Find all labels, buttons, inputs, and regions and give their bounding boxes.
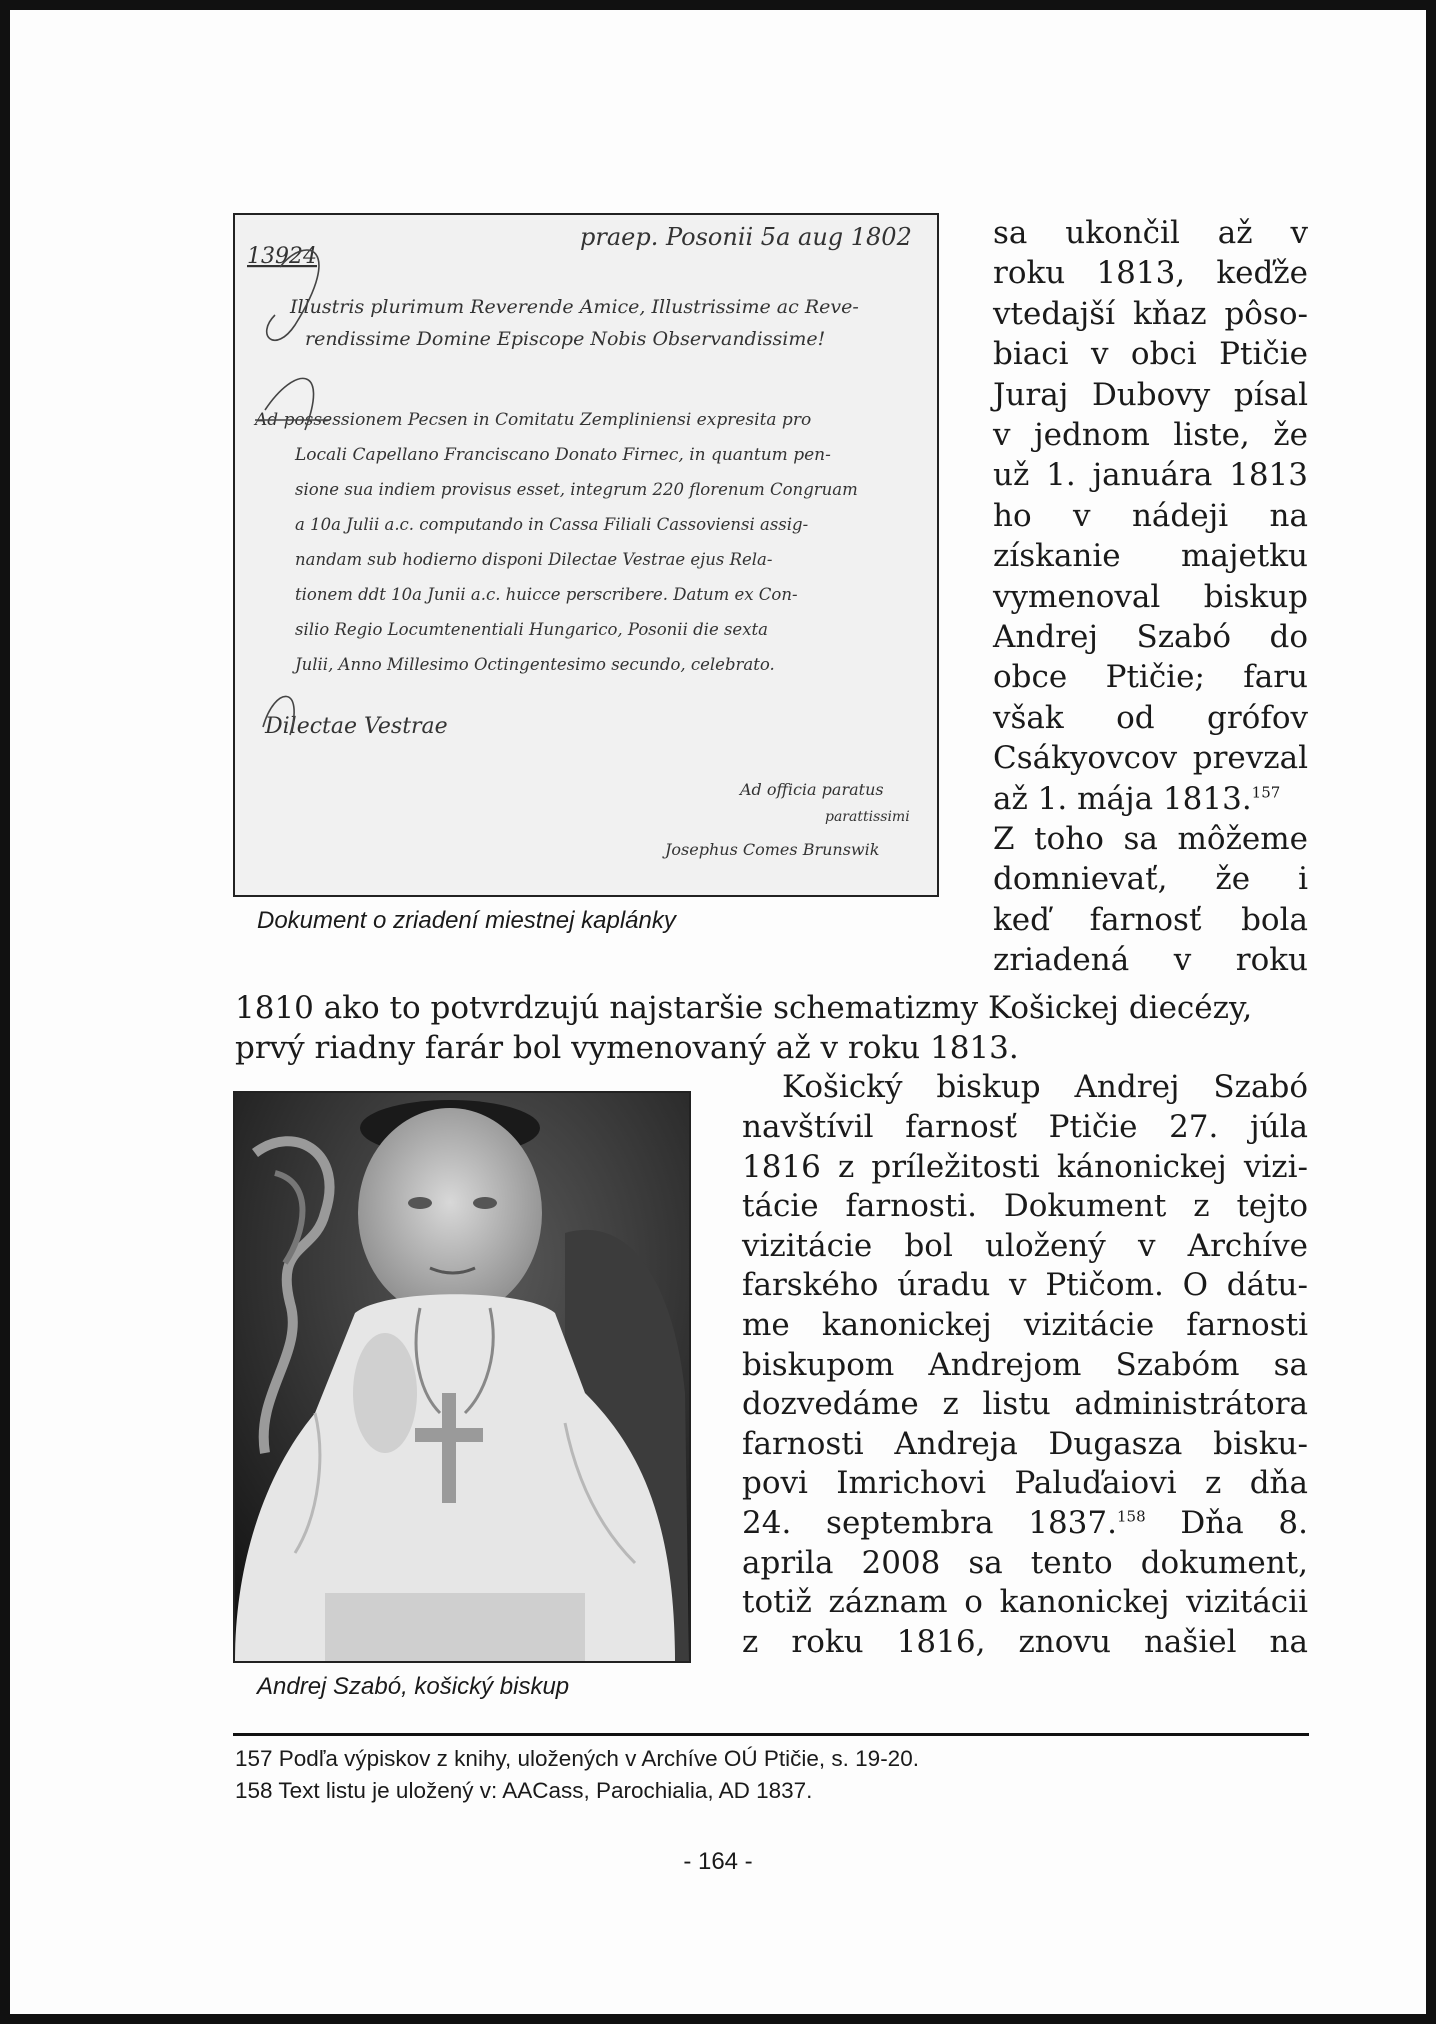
text-line: Juraj Dubovy písal	[993, 377, 1308, 413]
footnote: 158 Text listu je uložený v: AACass, Parochialia, AD 1837.	[235, 1778, 813, 1803]
ms-line: 13924	[247, 244, 317, 269]
text-line-with-ref	[742, 1504, 1308, 1544]
text-line: domnievať, že i	[993, 861, 1308, 897]
text-line: biaci v obci Ptičie	[993, 336, 1308, 372]
text-line: prvý riadny farár bol vymenovaný až v roku 1813.	[235, 1030, 1019, 1066]
text-line: sa ukončil až v	[993, 215, 1308, 251]
text-line: 1816 z príležitosti kánonickej vizi-	[742, 1149, 1308, 1185]
footnote: 157 Podľa výpiskov z knihy, uložených v Archíve OÚ Ptičie, s. 19-20.	[235, 1746, 919, 1771]
ms-line: Illustris plurimum Reverende Amice, Illustrissime ac Reve-	[290, 296, 859, 318]
text-line: navštívil farnosť Ptičie 27. júla	[742, 1109, 1308, 1145]
footnote-ref: 157	[1251, 783, 1281, 802]
text-line: Andrej Szabó do	[993, 619, 1308, 655]
ms-line: parattissimi	[825, 809, 910, 825]
text-line: Košický biskup Andrej Szabó	[782, 1069, 1308, 1105]
portrait-image	[235, 1093, 689, 1661]
text-line: až 1. mája 1813.	[993, 781, 1252, 817]
footnote-divider	[233, 1733, 1309, 1736]
text-line: farnosti Andreja Dugasza bisku-	[742, 1426, 1308, 1462]
portrait-figure	[233, 1091, 691, 1663]
text-line: povi Imrichovi Paluďaiovi z dňa	[742, 1465, 1308, 1501]
text-line: aprila 2008 sa tento dokument,	[742, 1545, 1308, 1581]
text-line: vizitácie bol uložený v Archíve	[742, 1228, 1308, 1264]
figure2-caption: Andrej Szabó, košický biskup	[257, 1673, 570, 1700]
text-line: vtedajší kňaz pôso-	[993, 296, 1308, 332]
text-line: v jednom liste, že	[993, 417, 1308, 453]
text-line: obce Ptičie; faru	[993, 659, 1308, 695]
text-line: vymenoval biskup	[993, 579, 1308, 615]
ms-line: tionem ddt 10a Junii a.c. huicce perscribere. Datum ex Con-	[295, 585, 798, 604]
text-line: totiž záznam o kanonickej vizitácii	[742, 1584, 1308, 1620]
text-line: Z toho sa môžeme	[993, 821, 1308, 857]
figure1-caption: Dokument o zriadení miestnej kaplánky	[257, 907, 676, 934]
text-line: keď farnosť bola	[993, 902, 1308, 938]
ms-line: sione sua indiem provisus esset, integrum 220 florenum Congruam	[295, 480, 858, 499]
ms-line: nandam sub hodierno disponi Dilectae Vestrae ejus Rela-	[295, 550, 773, 569]
ms-line: a 10a Julii a.c. computando in Cassa Filiali Cassoviensi assig-	[295, 515, 809, 534]
text-line: Dňa 8.	[1180, 1505, 1308, 1541]
text-line: zriadená v roku	[993, 942, 1308, 978]
text-line: me kanonickej vizitácie farnosti	[742, 1307, 1308, 1343]
text-line: Csákyovcov prevzal	[993, 740, 1308, 776]
text-line: 24. septembra 1837.	[742, 1505, 1117, 1541]
text-line: roku 1813, keďže	[993, 255, 1308, 291]
text-line-with-ref	[993, 779, 1308, 819]
text-line: tácie farnosti. Dokument z tejto	[742, 1188, 1308, 1224]
ms-line: praep. Posonii 5a aug 1802	[580, 223, 912, 251]
text-line: z roku 1816, znovu našiel na	[742, 1624, 1308, 1660]
ms-line: Josephus Comes Brunswik	[665, 840, 880, 859]
text-line: však od grófov	[993, 700, 1308, 736]
ms-line: Ad officia paratus	[740, 780, 884, 799]
ms-line: Locali Capellano Franciscano Donato Firnec, in quantum pen-	[295, 445, 831, 465]
text-line: biskupom Andrejom Szabóm sa	[742, 1347, 1308, 1383]
text-line: ho v nádeji na	[993, 498, 1308, 534]
ms-line: Ad possessionem Pecsen in Comitatu Zempliniensi expresita pro	[255, 410, 812, 430]
footnote-ref: 158	[1116, 1507, 1146, 1526]
text-line: získanie majetku	[993, 538, 1308, 574]
ms-line: rendissime Domine Episcope Nobis Observandissime!	[305, 328, 826, 350]
page-number: - 164 -	[683, 1848, 753, 1875]
ms-line: Julii, Anno Millesimo Octingentesimo secundo, celebrato.	[295, 655, 775, 674]
manuscript-figure	[233, 213, 939, 897]
text-line: farského úradu v Ptičom. O dátu-	[742, 1267, 1308, 1303]
ms-line: Dilectae Vestrae	[265, 714, 448, 739]
text-line: už 1. januára 1813	[993, 457, 1308, 493]
manuscript-image	[235, 215, 937, 895]
ms-line: silio Regio Locumtenentiali Hungarico, Posonii die sexta	[295, 620, 768, 639]
text-line: 1810 ako to potvrdzujú najstaršie schematizmy Košickej diecézy,	[235, 990, 1253, 1026]
text-line: dozvedáme z listu administrátora	[742, 1386, 1308, 1422]
